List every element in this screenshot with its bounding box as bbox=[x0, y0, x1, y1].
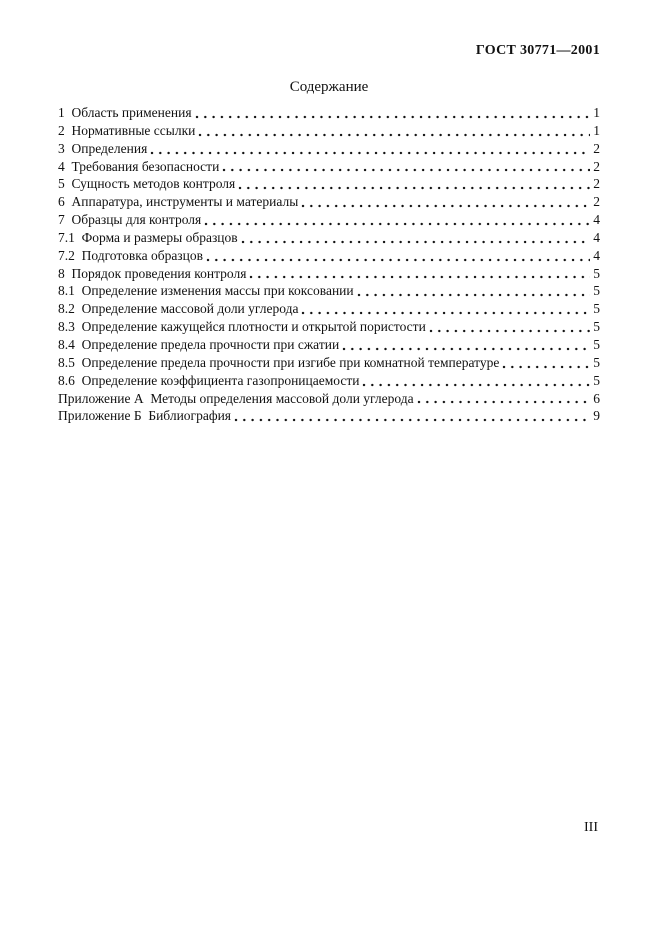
toc-entry[interactable] bbox=[58, 122, 600, 140]
toc-entry-page: 5 bbox=[593, 354, 600, 370]
toc-entry-label: 8.3 Определение кажущейся плотности и открытой пористости bbox=[58, 319, 426, 335]
toc-entry[interactable] bbox=[58, 300, 600, 318]
toc-entry-label: 8.2 Определение массовой доли углерода bbox=[58, 301, 299, 317]
toc-entry-page: 1 bbox=[593, 122, 600, 138]
toc-entry-label: 8.5 Определение предела прочности при изгибе при комнатной температуре bbox=[58, 354, 500, 370]
toc-entry-label: 7.1 Форма и размеры образцов bbox=[58, 229, 238, 245]
toc-entry-label: 8 Порядок проведения контроля bbox=[58, 265, 247, 281]
toc-entry[interactable] bbox=[58, 265, 600, 283]
toc-entry-label: 7 Образцы для контроля bbox=[58, 212, 202, 228]
toc-entry-page: 5 bbox=[593, 372, 600, 388]
toc-entry-page: 5 bbox=[593, 283, 600, 299]
toc-entry[interactable] bbox=[58, 193, 600, 211]
toc-entry-label: 8.6 Определение коэффициента газопроницаемости bbox=[58, 372, 360, 388]
toc-entry-page: 4 bbox=[593, 247, 600, 263]
dot-leader bbox=[240, 229, 590, 247]
toc-entry[interactable] bbox=[58, 336, 600, 354]
toc-entry[interactable] bbox=[58, 247, 600, 265]
table-of-contents bbox=[58, 104, 600, 425]
toc-entry[interactable] bbox=[58, 104, 600, 122]
toc-entry-page: 2 bbox=[593, 158, 600, 174]
dot-leader bbox=[233, 407, 590, 425]
page-title: Содержание bbox=[289, 79, 369, 95]
toc-entry-label: 6 Аппаратура, инструменты и материалы bbox=[58, 194, 299, 210]
toc-entry-page: 2 bbox=[593, 140, 600, 156]
dot-leader bbox=[203, 211, 590, 229]
dot-leader bbox=[361, 372, 590, 390]
dot-leader bbox=[197, 122, 590, 140]
dot-leader bbox=[237, 175, 590, 193]
toc-entry-label: 8.4 Определение предела прочности при сжатии bbox=[58, 336, 340, 352]
toc-entry-page: 5 bbox=[593, 301, 600, 317]
toc-entry-label: 2 Нормативные ссылки bbox=[58, 122, 196, 138]
toc-entry[interactable] bbox=[58, 282, 600, 300]
toc-entry-label: 1 Область применения bbox=[58, 105, 192, 120]
dot-leader bbox=[428, 318, 590, 336]
toc-entry-page: 4 bbox=[593, 229, 600, 245]
toc-entry-page: 5 bbox=[593, 265, 600, 281]
dot-leader bbox=[221, 158, 590, 176]
toc-entry-label: 7.2 Подготовка образцов bbox=[58, 247, 203, 263]
toc-entry[interactable] bbox=[58, 390, 600, 408]
dot-leader bbox=[205, 247, 590, 265]
toc-entry-page: 9 bbox=[593, 408, 600, 424]
dot-leader bbox=[356, 282, 590, 300]
toc-entry-label: Приложение А Методы определения массовой доли углерода bbox=[58, 390, 414, 406]
dot-leader bbox=[194, 104, 590, 122]
toc-entry-label: 4 Требования безопасности bbox=[58, 158, 220, 174]
toc-entry[interactable] bbox=[58, 140, 600, 158]
toc-entry-label: Приложение Б Библиография bbox=[58, 408, 232, 424]
toc-entry-page: 2 bbox=[593, 176, 600, 192]
document-code-header: ГОСТ 30771—2001 bbox=[475, 43, 600, 58]
toc-entry-page: 4 bbox=[593, 212, 600, 228]
toc-entry-label: 8.1 Определение изменения массы при коксовании bbox=[58, 283, 354, 299]
toc-entry[interactable] bbox=[58, 211, 600, 229]
toc-entry-page: 5 bbox=[593, 319, 600, 335]
dot-leader bbox=[248, 265, 590, 283]
dot-leader bbox=[416, 390, 590, 408]
toc-entry-page: 1 bbox=[593, 105, 600, 120]
toc-entry[interactable] bbox=[58, 158, 600, 176]
toc-entry[interactable] bbox=[58, 318, 600, 336]
toc-entry-label: 3 Определения bbox=[58, 140, 148, 156]
toc-entry-page: 2 bbox=[593, 194, 600, 210]
toc-entry-page: 6 bbox=[593, 390, 600, 406]
dot-leader bbox=[501, 354, 590, 372]
toc-entry[interactable] bbox=[58, 175, 600, 193]
dot-leader bbox=[300, 193, 590, 211]
dot-leader bbox=[300, 300, 590, 318]
toc-entry[interactable] bbox=[58, 229, 600, 247]
dot-leader bbox=[149, 140, 590, 158]
dot-leader bbox=[341, 336, 590, 354]
toc-entry-label: 5 Сущность методов контроля bbox=[58, 176, 236, 192]
toc-entry-page: 5 bbox=[593, 336, 600, 352]
page-number: III bbox=[584, 820, 598, 835]
toc-entry[interactable] bbox=[58, 372, 600, 390]
toc-entry[interactable] bbox=[58, 407, 600, 425]
toc-entry[interactable] bbox=[58, 354, 600, 372]
